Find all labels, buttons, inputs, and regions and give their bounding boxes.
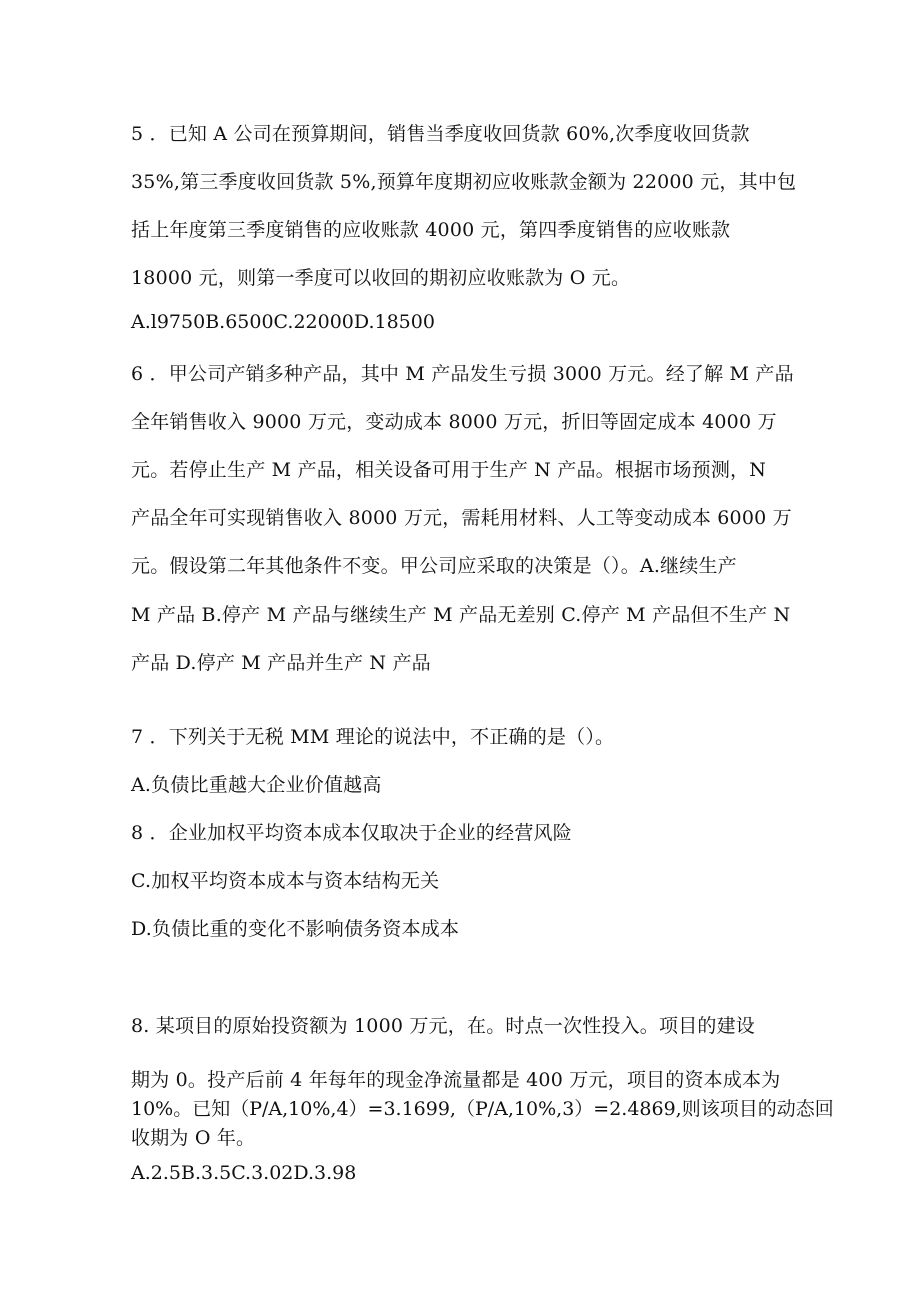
q6-line-2: 全年销售收入 9000 万元，变动成本 8000 万元，折旧等固定成本 4000 万 — [131, 411, 777, 433]
q6-line-4: 产品全年可实现销售收入 8000 万元，需耗用材料、人工等变动成本 6000 万 — [131, 507, 792, 529]
q6-line-3: 元。若停止生产 M 产品，相关设备可用于生产 N 产品。根据市场预测，N — [131, 459, 767, 481]
q8-options: A.2.5B.3.5C.3.02D.3.98 — [131, 1162, 357, 1184]
q5-line-1: 5 ．已知 A 公司在预算期间，销售当季度收回货款 60%,次季度收回货款 — [131, 123, 750, 145]
q7-option-c: C.加权平均资本成本与资本结构无关 — [131, 870, 440, 892]
q6-line-7: 产品 D.停产 M 产品并生产 N 产品 — [131, 652, 431, 674]
q5-line-2: 35%,第三季度收回货款 5%,预算年度期初应收账款金额为 22000 元，其中包 — [131, 171, 797, 193]
q6-line-1: 6 ．甲公司产销多种产品，其中 M 产品发生亏损 3000 万元。经了解 M 产品 — [131, 363, 794, 385]
q7-option-b: 8 ．企业加权平均资本成本仅取决于企业的经营风险 — [131, 822, 572, 844]
q8-line-3: 10%。已知（P/A,10%,4）=3.1699,（P/A,10%,3）=2.4869,则该项目的动态回 — [131, 1098, 834, 1120]
q7-option-a: A.负债比重越大企业价值越高 — [131, 774, 382, 796]
q8-line-2: 期为 0。投产后前 4 年每年的现金净流量都是 400 万元，项目的资本成本为 — [131, 1069, 781, 1091]
q5-line-3: 括上年度第三季度销售的应收账款 4000 元，第四季度销售的应收账款 — [131, 219, 731, 241]
q7-stem: 7 ．下列关于无税 MM 理论的说法中，不正确的是（）。 — [131, 726, 615, 748]
q6-line-6: M 产品 B.停产 M 产品与继续生产 M 产品无差别 C.停产 M 产品但不生产 N — [131, 604, 791, 626]
q6-line-5: 元。假设第二年其他条件不变。甲公司应采取的决策是（）。A.继续生产 — [131, 555, 737, 577]
q5-line-4: 18000 元，则第一季度可以收回的期初应收账款为 O 元。 — [131, 267, 631, 289]
q8-line-1: 8. 某项目的原始投资额为 1000 万元，在。时点一次性投入。项目的建设 — [131, 1015, 756, 1037]
q5-options: A.l9750B.6500C.22000D.18500 — [131, 311, 435, 333]
q8-line-4: 收期为 O 年。 — [131, 1127, 256, 1149]
q7-option-d: D.负债比重的变化不影响债务资本成本 — [131, 918, 460, 940]
